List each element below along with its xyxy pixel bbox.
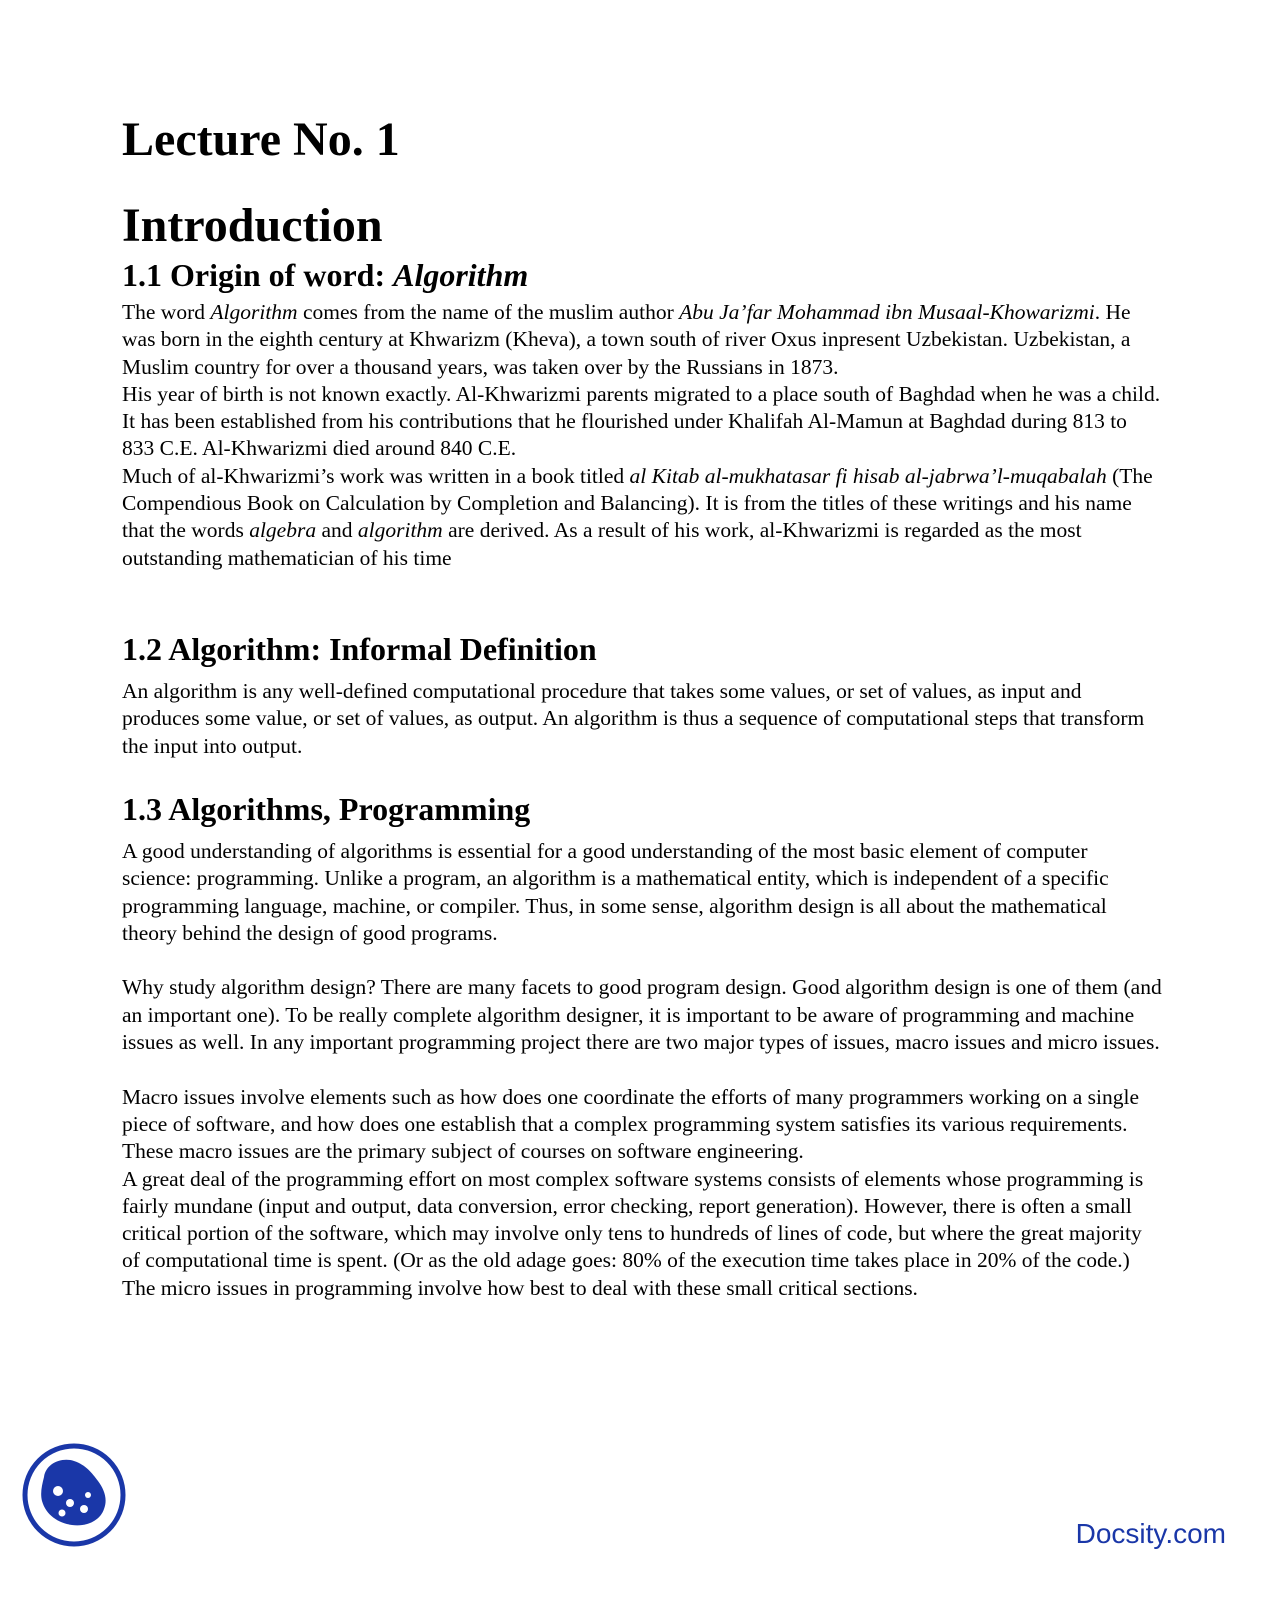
docsity-brand-link[interactable]: Docsity.com <box>1075 1518 1226 1549</box>
section-1-heading-text: 1.1 Origin of word: <box>122 257 394 293</box>
text-run: comes from the name of the muslim author <box>297 300 680 324</box>
text-run: Much of al-Khwarizmi’s work was written in a book titled <box>122 463 630 488</box>
paragraph-spacer <box>122 947 1162 974</box>
text-run: (The Compendious Book on Calculation by Completion and Balancing). It is from the titles of these writings and his name that the words <box>122 463 1153 543</box>
section-1-paragraph-1 <box>122 299 1162 381</box>
section-2-body <box>122 678 1162 760</box>
section-1-body <box>122 299 1162 572</box>
paragraph-spacer <box>122 1056 1162 1083</box>
italic-book-title: al Kitab al-mukhatasar fi hisab al-jabrwa’l-muqabalah <box>629 463 1107 488</box>
italic-author-name: Abu Ja’far Mohammad ibn Musaal-Khowarizmi <box>679 300 1095 324</box>
section-3-paragraph-3: Macro issues involve elements such as how does one coordinate the efforts of many programmers working on a single piece of software, and how does one establish that a complex programming system satisfies its various requirements. These macro issues are the primary subject of courses on software engineering. <box>122 1084 1140 1164</box>
section-2-heading: 1.2 Algorithm: Informal Definition <box>122 631 597 667</box>
section-1-paragraph-3 <box>122 463 1162 572</box>
section-1-paragraph-2: His year of birth is not known exactly. Al-Khwarizmi parents migrated to a place south of Baghdad when he was a child. It has been established from his contributions that he flourished under Khalifah Al-Mamun at Baghdad during 813 to 833 C.E. Al-Khwarizmi died around 840 C.E. <box>122 381 1161 461</box>
text-run: are derived. As a result of his work, al-Khwarizmi is regarded as the most outstanding mathematician of his time <box>122 518 1082 570</box>
italic-term: algorithm <box>357 518 443 543</box>
introduction-title: Introduction <box>122 199 383 252</box>
section-3-heading: 1.3 Algorithms, Programming <box>122 791 531 827</box>
text-run: . He was born in the eighth century at Khwarizm (Kheva), a town south of river Oxus inpresent Uzbekistan. Uzbekistan, a Muslim country for over a thousand years, was taken over by the Russians in 1873. <box>122 300 1131 379</box>
section-3-paragraph-1: A good understanding of algorithms is essential for a good understanding of the most basic element of computer science: programming. Unlike a program, an algorithm is a mathematical entity, which is independent of a specific programming language, machine, or compiler. Thus, in some sense, algorithm design is all about the mathematical theory behind the design of good programs. <box>122 839 1109 945</box>
lecture-title: Lecture No. 1 <box>122 113 400 166</box>
italic-term: Algorithm <box>210 300 298 324</box>
section-3-paragraph-2: Why study algorithm design? There are many facets to good program design. Good algorithm design is one of them (and an important one). To be really complete algorithm designer, it is important to be aware of programming and machine issues as well. In any important programming project there are two major types of issues, macro issues and micro issues. <box>122 975 1162 1055</box>
text-run: The word <box>122 300 211 324</box>
docsity-logo-icon <box>22 1443 126 1547</box>
italic-term: algebra <box>249 518 317 543</box>
section-3-body <box>122 838 1162 1302</box>
section-3-paragraph-4: A great deal of the programming effort on most complex software systems consists of elements whose programming is fairly mundane (input and output, data conversion, error checking, report generation). However, there is often a small critical portion of the software, which may involve only tens to hundreds of lines of code, but where the great majority of computational time is spent. (Or as the old adage goes: 80% of the execution time takes place in 20% of the code.) The micro issues in programming involve how best to deal with these small critical sections. <box>122 1166 1144 1300</box>
section-1-heading-italic: Algorithm <box>393 257 529 293</box>
docsity-logo-graphic <box>22 1443 126 1547</box>
section-1-heading <box>122 256 1162 294</box>
text-run: and <box>316 518 358 543</box>
section-2-paragraph-1: An algorithm is any well-defined computational procedure that takes some values, or set of values, as input and produces some value, or set of values, as output. An algorithm is thus a sequence of computational steps that transform the input into output. <box>122 679 1145 758</box>
